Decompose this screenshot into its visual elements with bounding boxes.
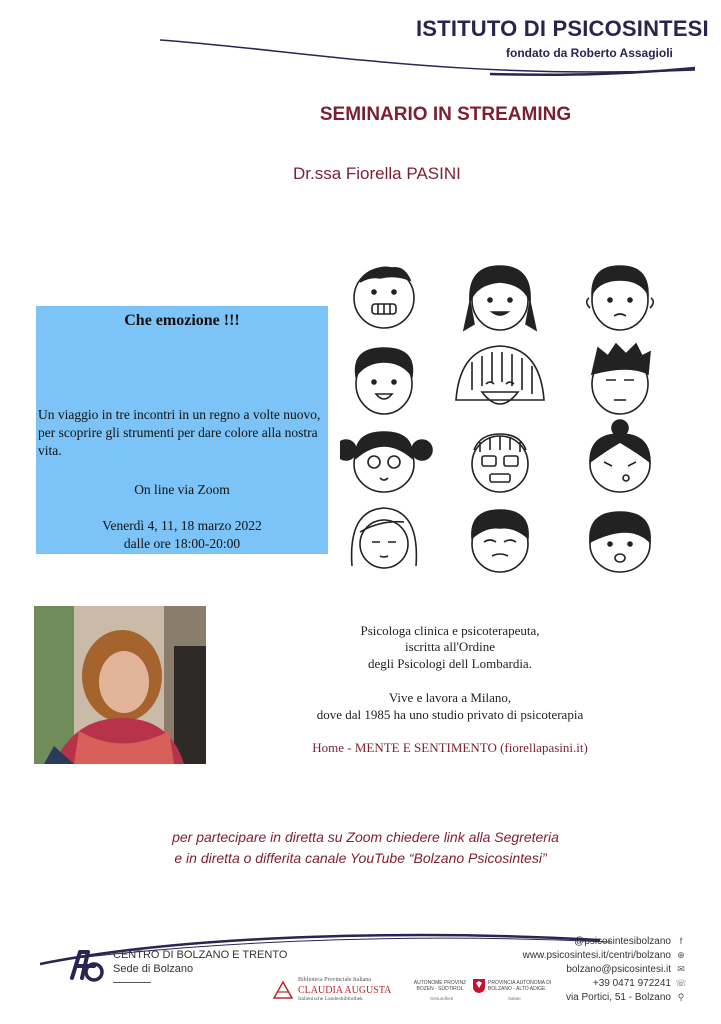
library-logo-icon bbox=[272, 978, 294, 1000]
bio-line-1: Psicologa clinica e psicoterapeuta, bbox=[360, 623, 540, 638]
face-11 bbox=[472, 510, 528, 572]
event-online: On line via Zoom bbox=[134, 482, 230, 497]
participation-line-1: per partecipare in diretta su Zoom chiedere link alla Segreteria bbox=[172, 829, 559, 845]
library-line-3: Italienische Landesbibliothek bbox=[298, 996, 363, 1002]
bio-line-2: iscritta all'Ordine bbox=[404, 639, 496, 654]
bio-line-4: Vive e lavora a Milano, bbox=[388, 690, 512, 705]
contact-email-text[interactable]: bolzano@psicosintesi.it bbox=[566, 964, 671, 975]
bio-line-5: dove dal 1985 ha uno studio privato di psicoterapia bbox=[316, 707, 584, 722]
psicosintesi-logo bbox=[66, 944, 106, 984]
institute-title: ISTITUTO DI PSICOSINTESI bbox=[416, 16, 709, 41]
faces-illustration bbox=[340, 256, 670, 586]
contact-email[interactable] bbox=[566, 964, 687, 975]
location-icon: ⚲ bbox=[677, 992, 685, 1002]
province-shield-icon bbox=[472, 978, 486, 994]
face-3 bbox=[587, 266, 654, 330]
bio-line-3: degli Psicologi dell Lombardia. bbox=[368, 656, 532, 671]
seminar-title: SEMINARIO IN STREAMING bbox=[319, 104, 572, 125]
website-link-name[interactable]: MENTE E SENTIMENTO (fiorellapasini.it) bbox=[354, 740, 588, 755]
event-info-box bbox=[36, 306, 328, 554]
face-6 bbox=[592, 344, 650, 414]
face-9 bbox=[590, 420, 650, 492]
contact-web[interactable] bbox=[523, 950, 687, 961]
event-heading: Che emozione !!! bbox=[124, 312, 240, 329]
phone-icon: ☏ bbox=[675, 978, 687, 988]
province-it: PROVINCIA AUTONOMA DI BOLZANO - ALTO ADIGE bbox=[488, 980, 552, 992]
contact-address-text: via Portici, 51 - Bolzano bbox=[565, 992, 671, 1003]
speaker-name: Dr.ssa Fiorella PASINI bbox=[293, 164, 461, 183]
footer-divider bbox=[113, 982, 151, 983]
contact-web-text[interactable]: www.psicosintesi.it/centri/bolzano bbox=[522, 950, 671, 961]
institute-subtitle: fondato da Roberto Assagioli bbox=[506, 46, 673, 60]
face-2 bbox=[464, 266, 536, 330]
globe-icon: ⊕ bbox=[677, 950, 685, 960]
mail-icon: ✉ bbox=[677, 964, 685, 974]
event-description: Un viaggio in tre incontri in un regno a volte nuovo, per scoprire gli strumenti per dare colore alla nostra vita. bbox=[38, 407, 321, 458]
website-link-separator: - bbox=[343, 740, 355, 755]
contact-address bbox=[566, 992, 687, 1003]
speaker-photo bbox=[34, 606, 206, 764]
contact-phone[interactable] bbox=[593, 978, 687, 989]
contact-facebook[interactable] bbox=[574, 936, 687, 947]
face-1 bbox=[354, 267, 414, 328]
contact-facebook-text[interactable]: @psicosintesibolzano bbox=[574, 936, 671, 947]
province-sub-de: Gesundheit bbox=[430, 996, 454, 1001]
center-seat: Sede di Bolzano bbox=[113, 963, 194, 975]
face-12 bbox=[590, 512, 650, 572]
face-4 bbox=[356, 348, 413, 414]
contact-phone-text[interactable]: +39 0471 972241 bbox=[592, 978, 671, 989]
face-5 bbox=[456, 346, 544, 404]
province-sub-it: Salute bbox=[508, 996, 521, 1001]
center-name: CENTRO DI BOLZANO E TRENTO bbox=[113, 949, 288, 961]
facebook-icon: f bbox=[679, 936, 683, 946]
face-7 bbox=[340, 432, 432, 492]
province-de: AUTONOME PROVINZ BOZEN - SÜDTIROL bbox=[413, 980, 467, 992]
event-time: dalle ore 18:00-20:00 bbox=[123, 536, 241, 551]
face-8 bbox=[472, 434, 528, 492]
participation-line-2: e in diretta o differita canale YouTube “Bolzano Psicosintesi” bbox=[174, 850, 547, 866]
library-line-1: Biblioteca Provinciale Italiana bbox=[298, 977, 371, 983]
library-name: CLAUDIA AUGUSTA bbox=[298, 985, 392, 996]
face-10 bbox=[352, 508, 417, 568]
footer-center bbox=[113, 948, 287, 976]
event-date: Venerdì 4, 11, 18 marzo 2022 bbox=[102, 518, 262, 533]
website-link-home[interactable]: Home bbox=[312, 740, 344, 755]
website-link[interactable] bbox=[240, 740, 660, 756]
